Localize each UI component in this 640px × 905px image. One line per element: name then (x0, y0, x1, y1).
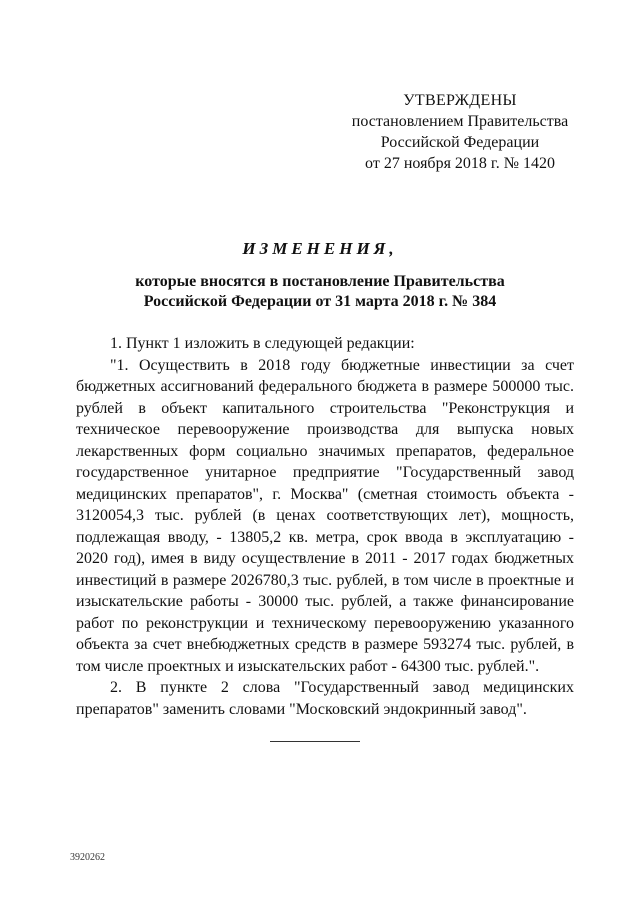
approval-line-3: от 27 ноября 2018 г. № 1420 (365, 155, 555, 172)
paragraph-2: "1. Осуществить в 2018 году бюджетные инвестиции за счет бюджетных ассигнований федерального бюджета в размере 500000 тыс. рублей в объект капитального строительства "Реконструкция и техническое перевооружение производства для выпуска новых лекарственных форм социально значимых препаратов, федеральное государственное унитарное предприятие "Государственный завод медицинских препаратов", г. Москва" (сметная стоимость объекта - 3120054,3 тыс. рублей (в ценах соответствующих лет), мощность, подлежащая вводу, - 13805,2 кв. метра, срок ввода в эксплуатацию - 2020 год), имея в виду осуществление в 2011 - 2017 годах бюджетных инвестиций в размере 2026780,3 тыс. рублей, в том числе в проектные и изыскательские работы - 30000 тыс. рублей, а также финансирование работ по реконструкции и техническому перевооружению указанного объекта за счет внебюджетных средств в размере 593274 тыс. рублей, в том числе проектных и изыскательских работ - 64300 тыс. рублей.". (76, 356, 574, 675)
title-subtitle-line-1: которые вносятся в постановление Правительства (135, 273, 505, 290)
approval-line-2: Российской Федерации (380, 134, 540, 151)
approval-stamp (330, 90, 590, 174)
title-main: ИЗМЕНЕНИЯ, (242, 239, 398, 258)
document-code: 3920262 (70, 852, 105, 863)
title-subtitle-line-2: Российской Федерации от 31 марта 2018 г. № 384 (143, 293, 497, 310)
approval-heading: УТВЕРЖДЕНЫ (403, 92, 517, 109)
document-body (76, 333, 574, 720)
approval-line-1: постановлением Правительства (351, 113, 569, 130)
end-divider (270, 741, 360, 742)
paragraph-3: 2. В пункте 2 слова "Государственный завод медицинских препаратов" заменить словами "Московский эндокринный завод". (76, 679, 574, 718)
document-title (60, 238, 580, 312)
paragraph-1: 1. Пункт 1 изложить в следующей редакции: (110, 335, 415, 352)
title-subtitle (60, 272, 580, 312)
